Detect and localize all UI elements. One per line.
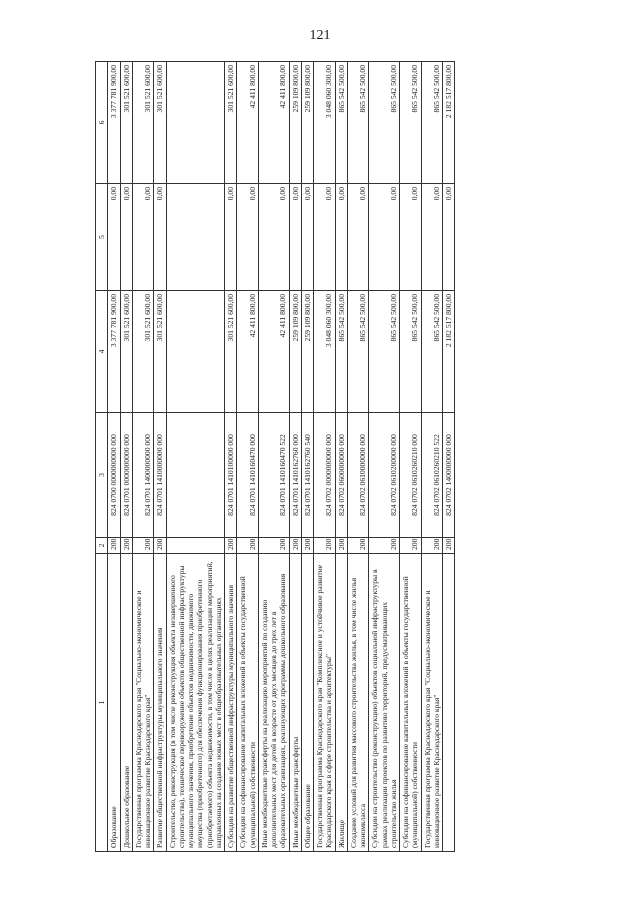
table-row (108, 62, 120, 852)
change-cell: 0,00 (301, 184, 313, 291)
change-cell: 0,00 (314, 184, 336, 291)
classification-code-cell: 824 0700 0000000000 000 (108, 413, 120, 538)
row-code-cell: 200 (314, 538, 336, 554)
total-cell: 865 542 500,00 (347, 62, 369, 184)
row-code-cell: 200 (335, 538, 347, 554)
row-code-cell: 200 (421, 538, 443, 554)
amount-cell: 42 411 800,00 (258, 291, 289, 413)
column-header-row (96, 62, 108, 852)
table-row (154, 62, 166, 852)
classification-code-cell: 824 0701 0000000000 000 (120, 413, 132, 538)
amount-cell: 259 109 800,00 (289, 291, 301, 413)
classification-code-cell: 824 0702 1400000000 000 (443, 413, 455, 538)
total-cell: 865 542 500,00 (421, 62, 443, 184)
column-header-5: 5 (96, 184, 108, 291)
change-cell: 0,00 (335, 184, 347, 291)
amount-cell: 3 377 781 900,00 (108, 291, 120, 413)
change-cell: 0,00 (369, 184, 400, 291)
total-cell: 301 521 600,00 (120, 62, 132, 184)
rotated-table-container (95, 62, 525, 852)
amount-cell: 865 542 500,00 (421, 291, 443, 413)
total-cell: 259 109 800,00 (301, 62, 313, 184)
row-name-cell: Образование (108, 554, 120, 852)
budget-table (95, 61, 455, 852)
row-code-cell: 200 (369, 538, 400, 554)
row-code-cell: 200 (347, 538, 369, 554)
row-code-cell: 200 (108, 538, 120, 554)
table-row (314, 62, 336, 852)
amount-cell: 865 542 500,00 (369, 291, 400, 413)
total-cell: 42 411 800,00 (258, 62, 289, 184)
total-cell: 865 542 500,00 (369, 62, 400, 184)
change-cell: 0,00 (120, 184, 132, 291)
row-name-cell: Субсидии на софинансирование капитальных вложений в объекты государственной (муниципальной) собственности (237, 554, 259, 852)
classification-code-cell: 824 0701 1410160470 000 (237, 413, 259, 538)
amount-cell: 2 182 517 800,00 (443, 291, 455, 413)
row-name-cell: Иные межбюджетные трансферты на реализацию мероприятий по созданию дополнительных мест для детей в возрасте от двух месяцев до трех лет в образовательных организациях, реализующих программы дошкольного образования (258, 554, 289, 852)
amount-cell (166, 291, 225, 413)
row-code-cell: 200 (154, 538, 166, 554)
total-cell: 2 182 517 800,00 (443, 62, 455, 184)
row-name-cell: Создание условий для развития массового строительства жилья, в том числе жилья экономкласса (347, 554, 369, 852)
row-name-cell: Развитие общественной инфраструктуры муниципального значения (154, 554, 166, 852)
row-name-cell: Государственная программа Краснодарского края "Социально-экономическое и инновационное развитие Краснодарского края" (421, 554, 443, 852)
row-code-cell: 200 (400, 538, 422, 554)
change-cell: 0,00 (421, 184, 443, 291)
amount-cell: 865 542 500,00 (335, 291, 347, 413)
classification-code-cell: 824 0701 1410100000 000 (225, 413, 237, 538)
total-cell: 865 542 500,00 (335, 62, 347, 184)
row-name-cell: Жилище (335, 554, 347, 852)
row-code-cell: 200 (225, 538, 237, 554)
amount-cell: 301 521 600,00 (132, 291, 154, 413)
row-name-cell (443, 554, 455, 852)
column-header-1: 1 (96, 554, 108, 852)
change-cell: 0,00 (443, 184, 455, 291)
table-row (301, 62, 313, 852)
row-code-cell: 200 (301, 538, 313, 554)
table-row (421, 62, 443, 852)
row-name-cell: Общее образование (301, 554, 313, 852)
column-header-4: 4 (96, 291, 108, 413)
classification-code-cell: 824 0701 1410162760 000 (289, 413, 301, 538)
row-name-cell: Государственная программа Краснодарского края "Комплексное и устойчивое развитие Краснодарского края в сфере строительства и архитектуры" (314, 554, 336, 852)
table-row (289, 62, 301, 852)
row-code-cell: 200 (258, 538, 289, 554)
table-row (132, 62, 154, 852)
change-cell: 0,00 (400, 184, 422, 291)
classification-code-cell: 824 0701 1410160470 522 (258, 413, 289, 538)
table-row (400, 62, 422, 852)
row-name-cell: Иные межбюджетные трансферты (289, 554, 301, 852)
classification-code-cell: 824 0702 0000000000 000 (314, 413, 336, 538)
row-code-cell (166, 538, 225, 554)
change-cell: 0,00 (225, 184, 237, 291)
row-code-cell: 200 (132, 538, 154, 554)
table-row (120, 62, 132, 852)
total-cell: 301 521 600,00 (225, 62, 237, 184)
table-row (347, 62, 369, 852)
table-row (237, 62, 259, 852)
amount-cell: 865 542 500,00 (347, 291, 369, 413)
row-code-cell: 200 (120, 538, 132, 554)
amount-cell: 301 521 600,00 (154, 291, 166, 413)
classification-code-cell: 824 0701 1400000000 000 (132, 413, 154, 538)
column-header-6: 6 (96, 62, 108, 184)
row-code-cell: 200 (237, 538, 259, 554)
amount-cell: 259 109 800,00 (301, 291, 313, 413)
row-name-cell: Субсидии на строительство (реконструкцию) объектов социальной инфраструктуры в рамках реализации проектов по развитию территорий, предусматривающих строительство жилья (369, 554, 400, 852)
classification-code-cell: 824 0701 1410000000 000 (154, 413, 166, 538)
classification-code-cell: 824 0702 0610000000 000 (347, 413, 369, 538)
column-header-3: 3 (96, 413, 108, 538)
table-row (258, 62, 289, 852)
classification-code-cell: 824 0702 0610200000 000 (369, 413, 400, 538)
amount-cell: 42 411 800,00 (237, 291, 259, 413)
row-name-cell: Субсидии на софинансирование капитальных вложений в объекты государственной (муниципальной) собственности (400, 554, 422, 852)
total-cell: 3 377 781 900,00 (108, 62, 120, 184)
classification-code-cell (166, 413, 225, 538)
table-row (225, 62, 237, 852)
change-cell (166, 184, 225, 291)
change-cell: 0,00 (154, 184, 166, 291)
amount-cell: 301 521 600,00 (120, 291, 132, 413)
classification-code-cell: 824 0702 0610260210 000 (400, 413, 422, 538)
row-name-cell: Дошкольное образование (120, 554, 132, 852)
row-code-cell: 200 (289, 538, 301, 554)
row-name-cell: Государственная программа Краснодарского края "Социально-экономическое и инновационное развитие Краснодарского края" (132, 554, 154, 852)
table-row (335, 62, 347, 852)
amount-cell: 865 542 500,00 (400, 291, 422, 413)
page-number: 121 (309, 28, 331, 43)
table-row (369, 62, 400, 852)
total-cell (166, 62, 225, 184)
total-cell: 301 521 600,00 (132, 62, 154, 184)
row-name-cell: Строительство, реконструкция (в том числе реконструкция объекта незавершенного строительства), техническое перевооружение объектов общественной инфраструктуры муниципального значения, приобретение объектов недвижимости, движимого имущества (приобретенного) для обеспечения функционирования приобретенного (приобретаемого) объекта недвижимости, в том числе в целях реализации мероприятий, направленных на создание новых мест в общеобразовательных организациях (166, 554, 225, 852)
amount-cell: 3 048 060 300,00 (314, 291, 336, 413)
change-cell: 0,00 (258, 184, 289, 291)
change-cell: 0,00 (132, 184, 154, 291)
change-cell: 0,00 (289, 184, 301, 291)
classification-code-cell: 824 0701 1410162760 540 (301, 413, 313, 538)
total-cell: 3 048 060 300,00 (314, 62, 336, 184)
column-header-2: 2 (96, 538, 108, 554)
table-row (443, 62, 455, 852)
row-code-cell: 200 (443, 538, 455, 554)
total-cell: 259 109 800,00 (289, 62, 301, 184)
classification-code-cell: 824 0702 0610260210 522 (421, 413, 443, 538)
total-cell: 865 542 500,00 (400, 62, 422, 184)
change-cell: 0,00 (347, 184, 369, 291)
classification-code-cell: 824 0702 0600000000 000 (335, 413, 347, 538)
total-cell: 301 521 600,00 (154, 62, 166, 184)
change-cell: 0,00 (237, 184, 259, 291)
row-name-cell: Субсидии на развитие общественной инфраструктуры муниципального значения (225, 554, 237, 852)
total-cell: 42 411 800,00 (237, 62, 259, 184)
table-row (166, 62, 225, 852)
amount-cell: 301 521 600,00 (225, 291, 237, 413)
change-cell: 0,00 (108, 184, 120, 291)
